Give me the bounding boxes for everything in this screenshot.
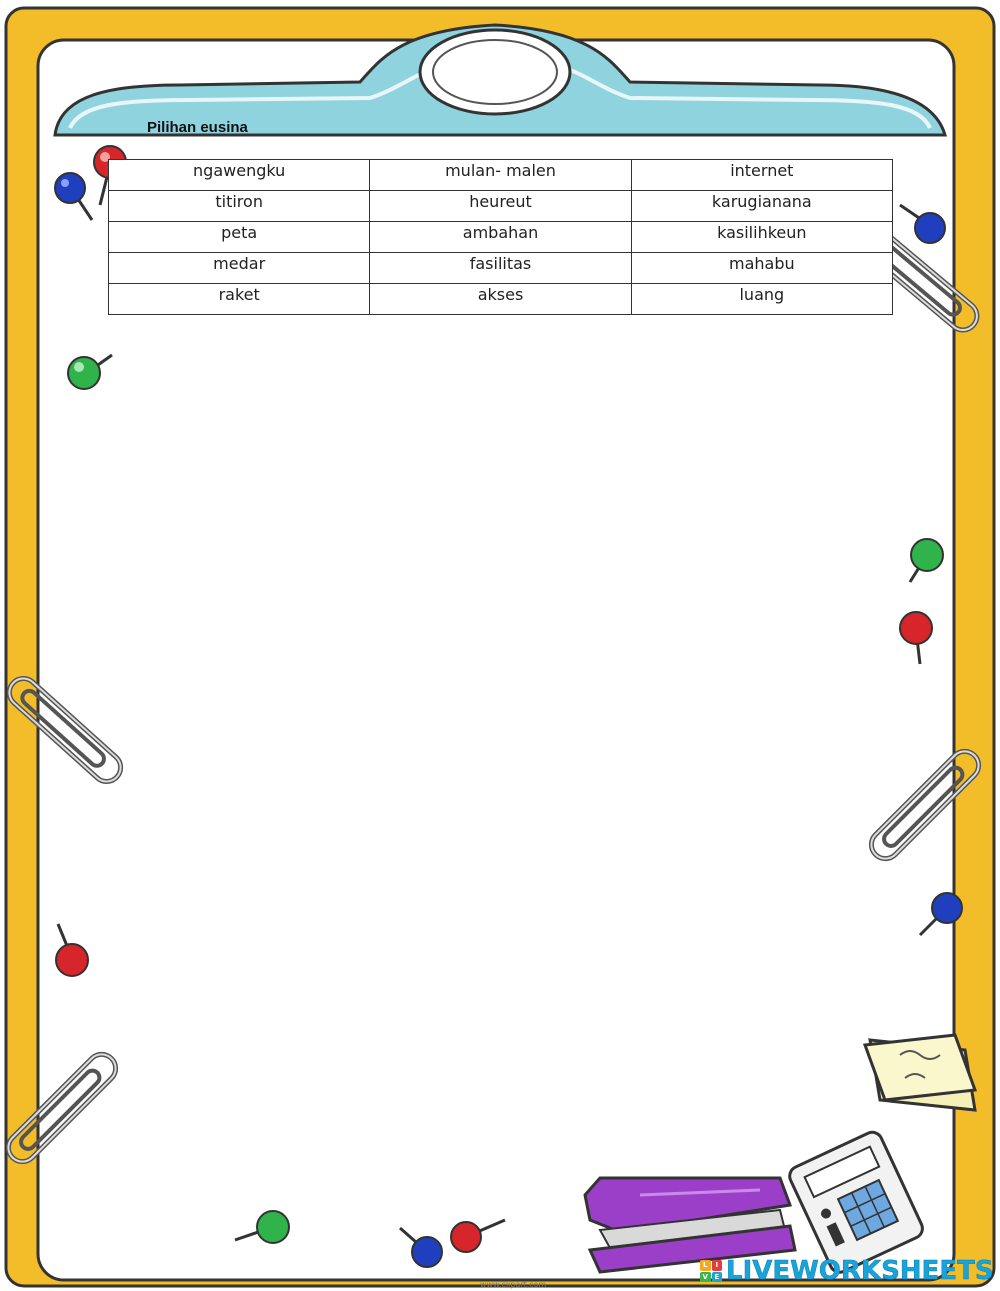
table-cell: fasilitas: [370, 253, 631, 284]
table-row: [109, 284, 893, 315]
liveworksheets-brand[interactable]: [700, 1256, 994, 1286]
liveworksheets-logo-icon: L I V E: [700, 1260, 722, 1282]
table-cell: heureut: [370, 191, 631, 222]
worksheet-title: Pilihan eusina: [147, 119, 248, 136]
brand-name: LIVEWORKSHEETS: [726, 1256, 994, 1286]
table-row: [109, 160, 893, 191]
table-row: [109, 191, 893, 222]
table-cell: ambahan: [370, 222, 631, 253]
table-cell: ngawengku: [109, 160, 370, 191]
table-cell: luang: [631, 284, 892, 315]
clipart-credit: www.clipart.com: [480, 1280, 547, 1289]
table-cell: mulan- malen: [370, 160, 631, 191]
table-row: [109, 253, 893, 284]
table-cell: mahabu: [631, 253, 892, 284]
word-choices-table: [108, 159, 893, 315]
sticky-notes-icon: [865, 1035, 975, 1110]
table-cell: akses: [370, 284, 631, 315]
table-cell: titiron: [109, 191, 370, 222]
table-cell: kasilihkeun: [631, 222, 892, 253]
table-cell: peta: [109, 222, 370, 253]
table-row: [109, 222, 893, 253]
table-cell: medar: [109, 253, 370, 284]
table-cell: raket: [109, 284, 370, 315]
table-cell: internet: [631, 160, 892, 191]
table-cell: karugianana: [631, 191, 892, 222]
